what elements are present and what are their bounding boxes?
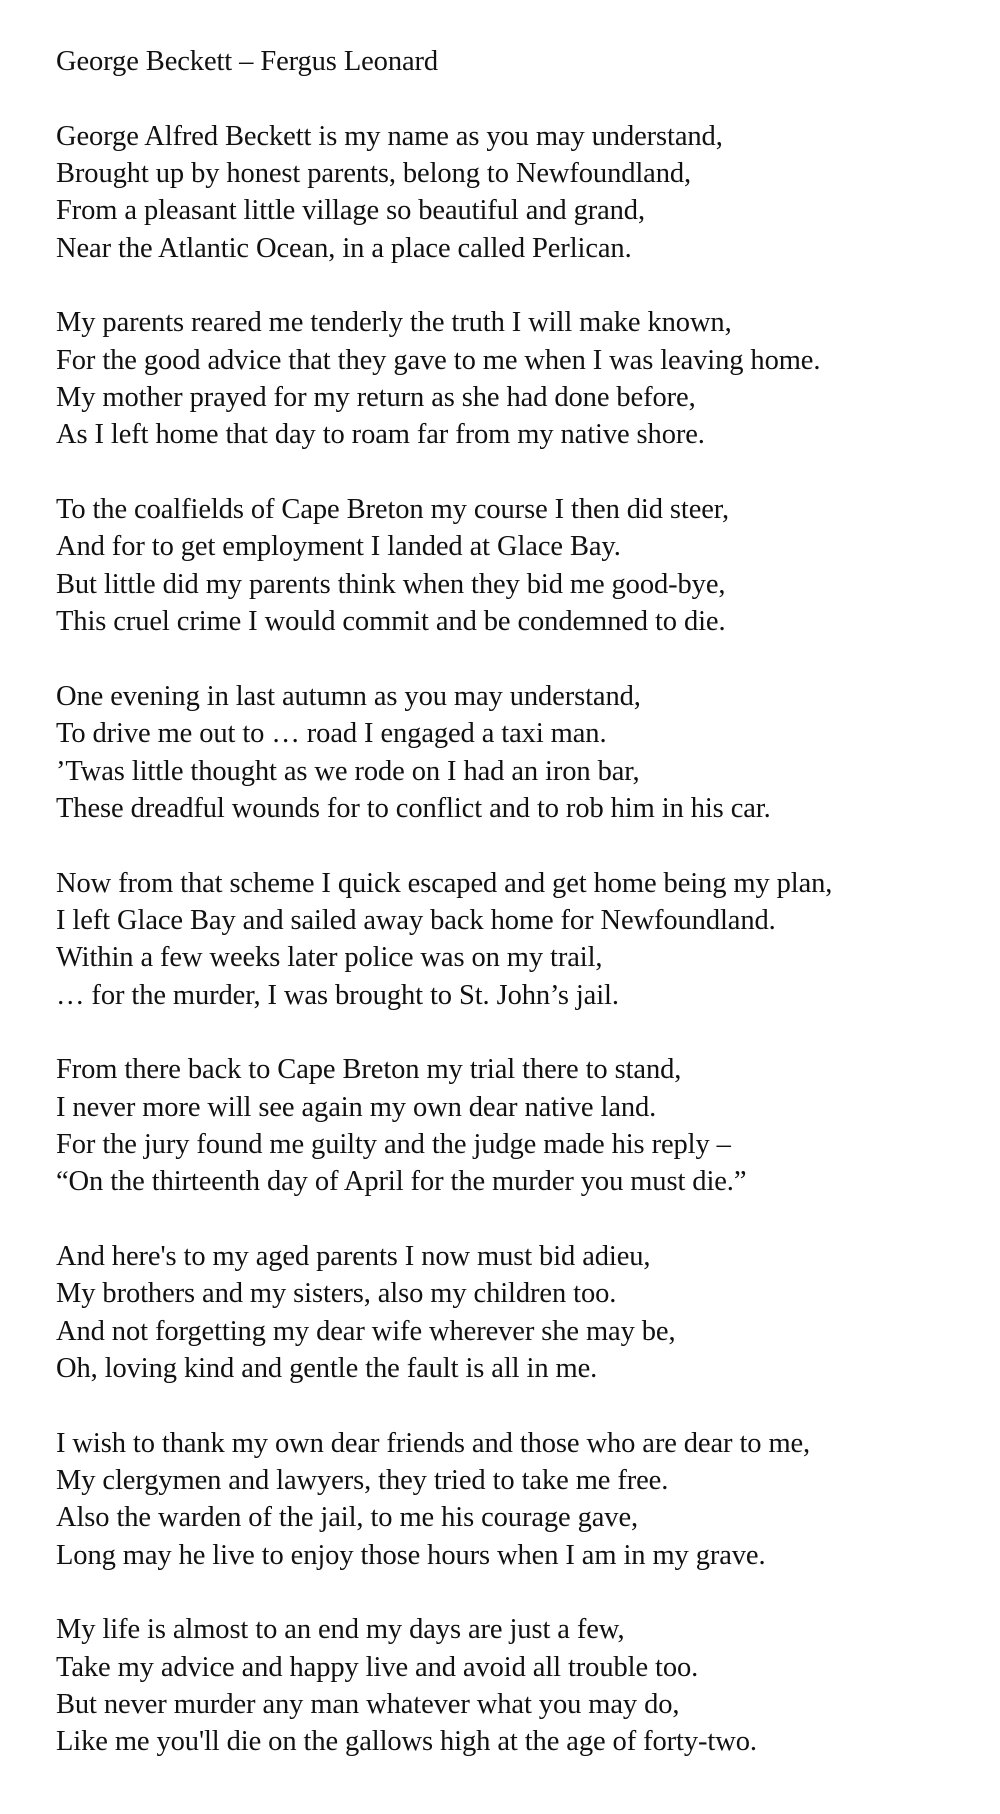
verse-line: Within a few weeks later police was on my trail, <box>56 942 603 974</box>
verse-line: Brought up by honest parents, belong to Newfoundland, <box>56 158 692 190</box>
stanza-7 <box>56 1238 996 1387</box>
stanza-8 <box>56 1425 996 1574</box>
verse-line: But little did my parents think when they bid me good-bye, <box>56 568 726 600</box>
verse-line: My brothers and my sisters, also my children too. <box>56 1278 617 1310</box>
stanza-3 <box>56 491 996 640</box>
verse-line: Also the warden of the jail, to me his courage gave, <box>56 1502 639 1534</box>
verse-line: But never murder any man whatever what you may do, <box>56 1689 680 1721</box>
verse-line: I never more will see again my own dear native land. <box>56 1091 657 1123</box>
verse-line: I wish to thank my own dear friends and those who are dear to me, <box>56 1427 811 1459</box>
verse-line: And for to get employment I landed at Glace Bay. <box>56 531 621 563</box>
verse-line: Near the Atlantic Ocean, in a place called Perlican. <box>56 232 632 264</box>
verse-line: From a pleasant little village so beautiful and grand, <box>56 195 645 227</box>
verse-line: Now from that scheme I quick escaped and get home being my plan, <box>56 867 833 899</box>
verse-line: To the coalfields of Cape Breton my course I then did steer, <box>56 494 730 526</box>
verse-line: From there back to Cape Breton my trial there to stand, <box>56 1054 682 1086</box>
verse-line: “On the thirteenth day of April for the murder you must die.” <box>56 1166 747 1198</box>
verse-line: These dreadful wounds for to conflict and to rob him in his car. <box>56 792 771 824</box>
verse-line: My clergymen and lawyers, they tried to take me free. <box>56 1465 669 1497</box>
verse-line: ’Twas little thought as we rode on I had an iron bar, <box>56 755 640 787</box>
verse-line: And not forgetting my dear wife wherever she may be, <box>56 1315 676 1347</box>
verse-line: And here's to my aged parents I now must bid adieu, <box>56 1241 651 1272</box>
verse-line: One evening in last autumn as you may understand, <box>56 680 641 712</box>
stanza-6 <box>56 1051 996 1200</box>
verse-line: For the good advice that they gave to me when I was leaving home. <box>56 344 821 376</box>
verse-line: To drive me out to … road I engaged a taxi man. <box>56 718 607 750</box>
stanza-9 <box>56 1611 996 1760</box>
verse-line: As I left home that day to roam far from my native shore. <box>56 419 705 451</box>
verse-line: My mother prayed for my return as she had done before, <box>56 382 696 414</box>
stanza-2 <box>56 304 996 453</box>
verse-line: This cruel crime I would commit and be condemned to die. <box>56 606 726 638</box>
stanza-4 <box>56 678 996 827</box>
stanza-5 <box>56 865 996 1014</box>
verse-line: … for the murder, I was brought to St. John’s jail. <box>56 979 619 1011</box>
stanza-1 <box>56 118 996 267</box>
document-page <box>56 43 996 1798</box>
verse-line: For the jury found me guilty and the judge made his reply – <box>56 1128 731 1160</box>
document-title: George Beckett – Fergus Leonard <box>56 46 439 77</box>
verse-line: Like me you'll die on the gallows high at the age of forty-two. <box>56 1726 757 1758</box>
verse-line: Long may he live to enjoy those hours when I am in my grave. <box>56 1539 766 1571</box>
verse-line: I left Glace Bay and sailed away back home for Newfoundland. <box>56 904 776 936</box>
verse-line: My parents reared me tenderly the truth I will make known, <box>56 307 732 339</box>
verse-line: George Alfred Beckett is my name as you may understand, <box>56 120 723 152</box>
verse-line: Oh, loving kind and gentle the fault is all in me. <box>56 1353 598 1385</box>
verse-line: My life is almost to an end my days are just a few, <box>56 1614 625 1646</box>
verse-line: Take my advice and happy live and avoid all trouble too. <box>56 1651 699 1683</box>
